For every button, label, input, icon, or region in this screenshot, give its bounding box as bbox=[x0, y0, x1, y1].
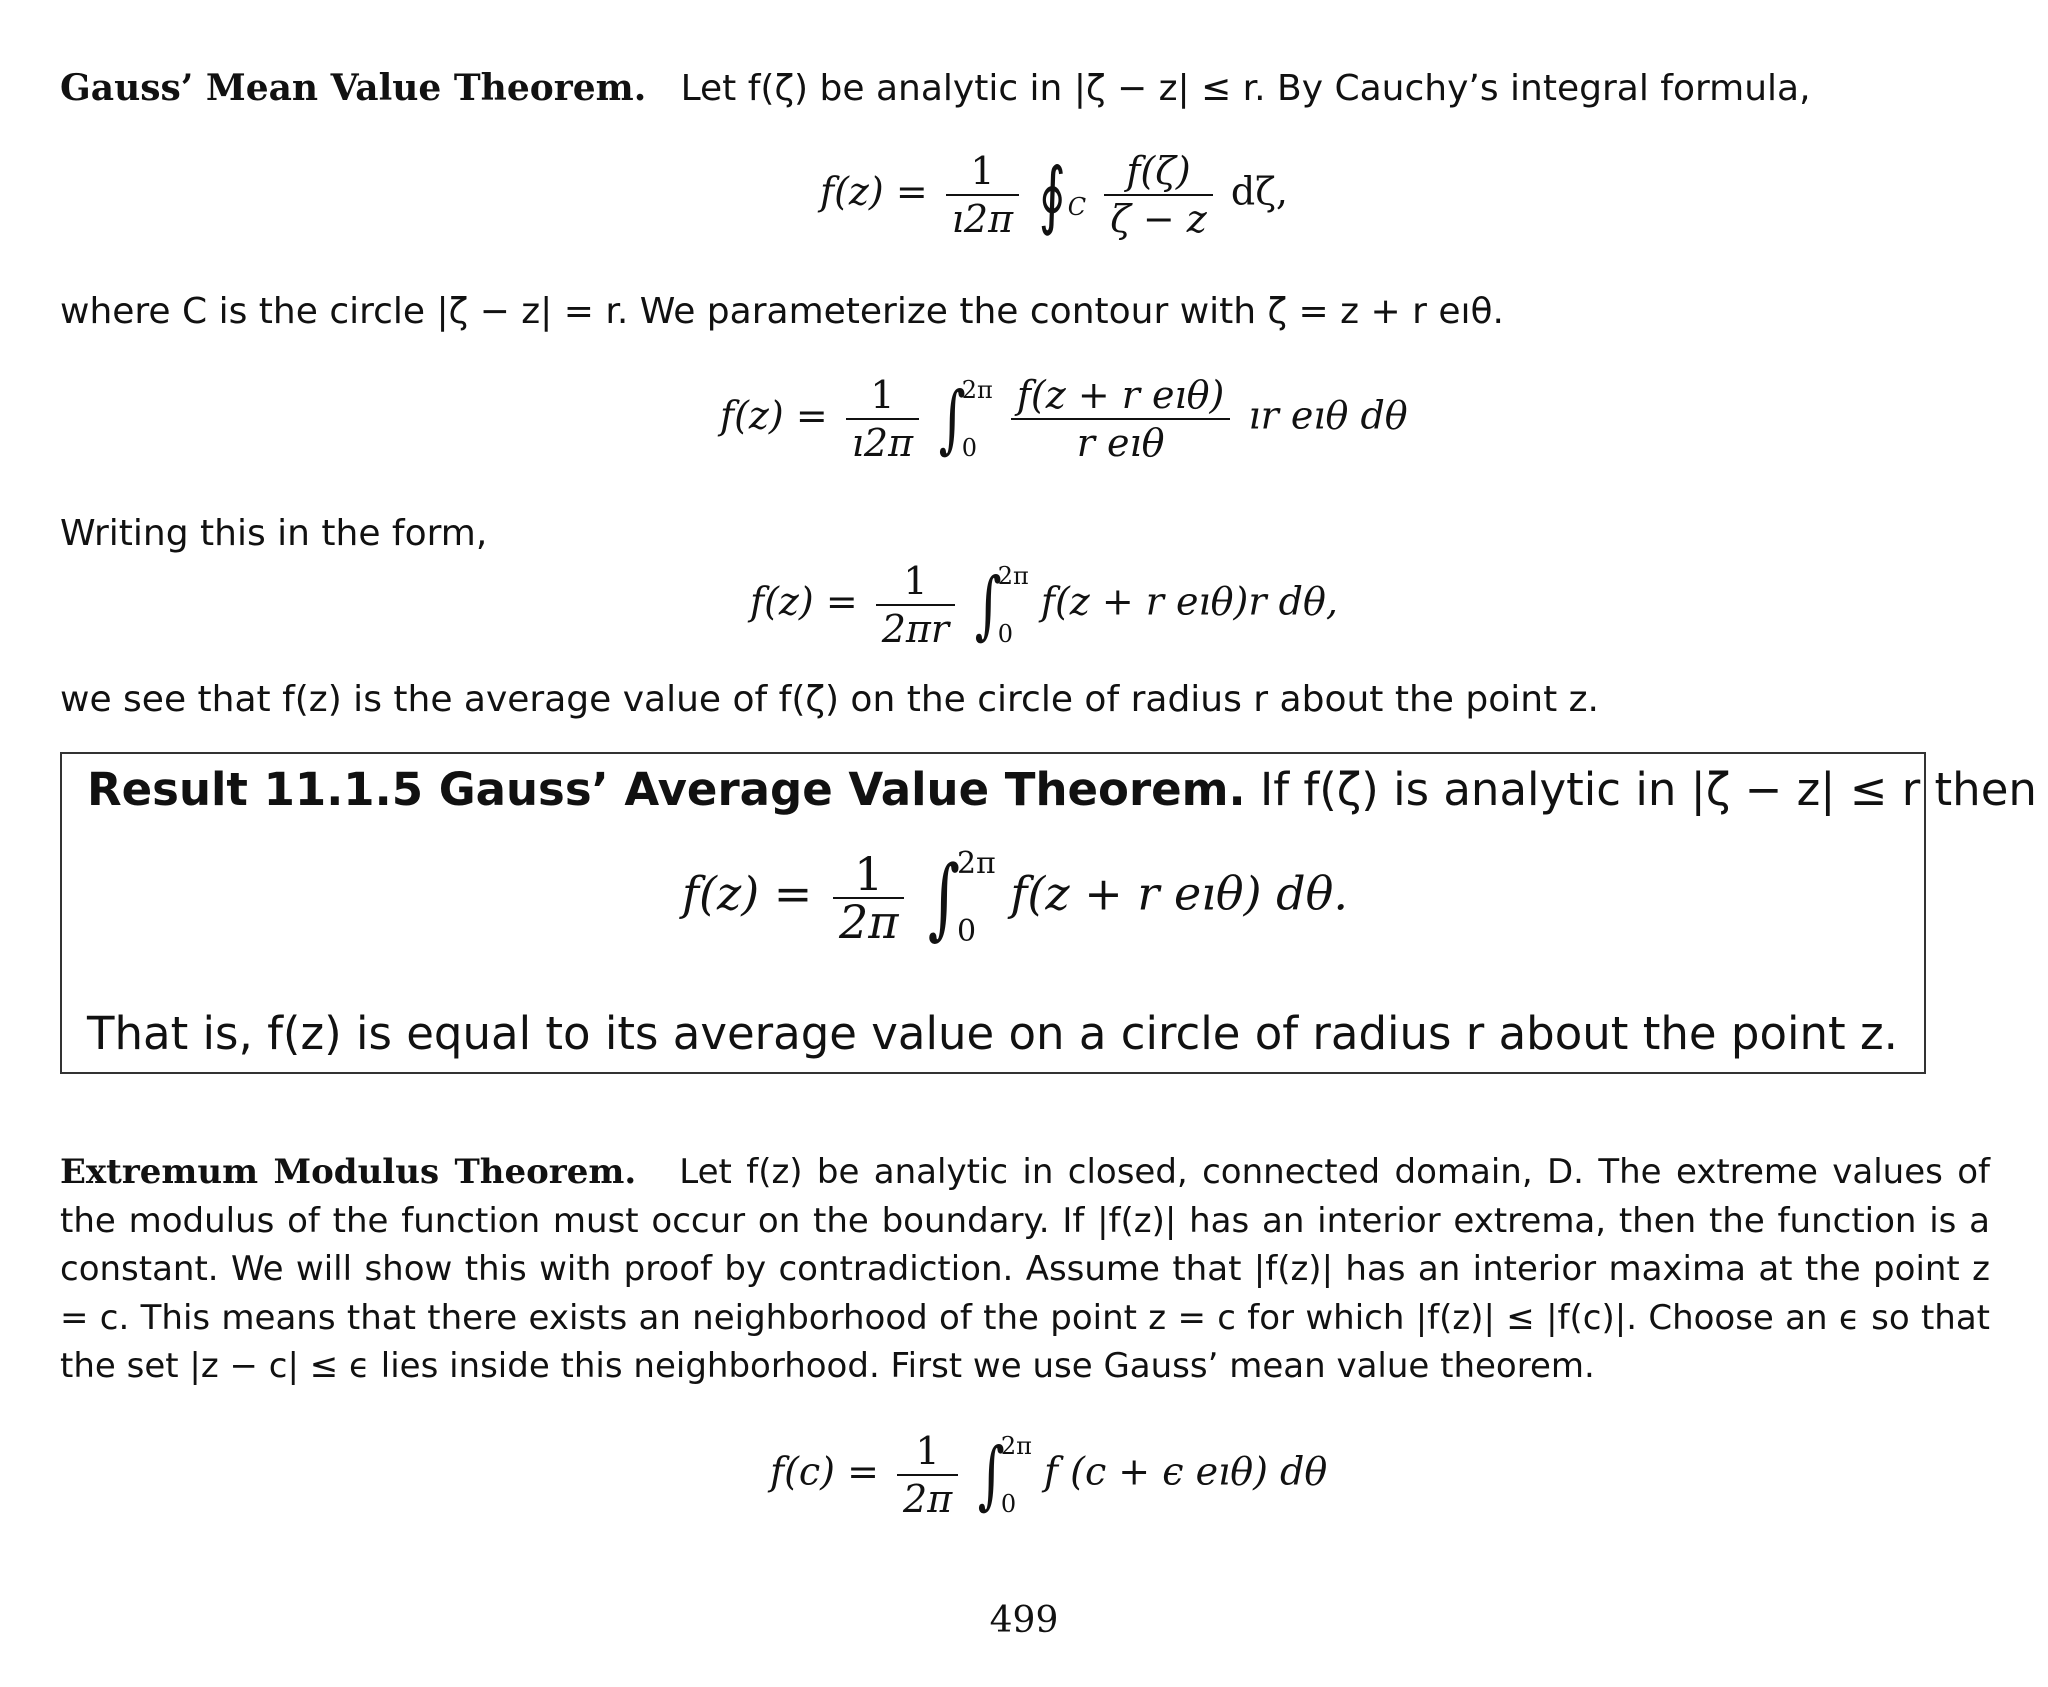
extremum-limits bbox=[1001, 1432, 1032, 1518]
extremum-upper-limit: 2π bbox=[1000, 1432, 1032, 1460]
extremum-equation bbox=[770, 1428, 1327, 1522]
contour-integral-sign: ∮ bbox=[1038, 152, 1066, 238]
form-fraction bbox=[876, 558, 955, 652]
form-integrand: f(z + r eıθ)r dθ, bbox=[1040, 579, 1338, 624]
cauchy-integrand-denominator: ζ − z bbox=[1110, 197, 1207, 241]
result-tail: That is, f(z) is equal to its average value on a circle of radius r about the point z. bbox=[87, 1007, 1898, 1060]
param-tail: ır eıθ dθ bbox=[1248, 393, 1408, 438]
extremum-paragraph bbox=[60, 1148, 1990, 1391]
mean-value-intro: Let f(ζ) be analytic in |ζ − z| ≤ r. By Cauchy’s integral formula, bbox=[680, 68, 1811, 109]
param-integrand-numerator: f(z + r eıθ) bbox=[1011, 372, 1231, 420]
result-upper-limit: 2π bbox=[956, 845, 996, 881]
form-upper-limit: 2π bbox=[997, 562, 1029, 590]
extremum-body: Let f(z) be analytic in closed, connected domain, D. The extreme values of the modulus of the function must occur on the boundary. If |f(z)| has an interior extrema, then the function is a constant. We will show this with proof by contradiction. Assume that |f(z)| has an interior maxima at the point z = c. This means that there exists an neighborhood of the point z = c for which |f(z)| ≤ |f(c)|. Choose an ϵ so that the set |z − c| ≤ ϵ lies inside this neighborhood. First we use Gauss’ mean value theorem. bbox=[60, 1152, 1990, 1386]
cauchy-fraction bbox=[946, 148, 1019, 242]
param-upper-limit: 2π bbox=[961, 376, 993, 404]
result-condition: If f(ζ) is analytic in |ζ − z| ≤ r then bbox=[1259, 763, 2037, 816]
param-limits bbox=[962, 376, 993, 462]
parameterized-integral bbox=[720, 372, 1408, 466]
form-denominator: 2πr bbox=[881, 607, 950, 651]
result-lhs: f(z) = bbox=[682, 866, 813, 921]
result-statement bbox=[87, 760, 2037, 820]
param-lhs: f(z) = bbox=[720, 393, 828, 438]
result-denominator: 2π bbox=[838, 894, 899, 949]
mean-value-paragraph bbox=[60, 64, 1811, 113]
writing-form-text: Writing this in the form, bbox=[60, 513, 488, 554]
result-equation bbox=[682, 846, 1348, 949]
result-integrand: f(z + r eıθ) dθ. bbox=[1010, 866, 1348, 921]
result-lower-limit: 0 bbox=[956, 913, 977, 949]
form-numerator: 1 bbox=[876, 558, 955, 606]
average-value-conclusion: we see that f(z) is the average value of f(ζ) on the circle of radius r about the point z. bbox=[60, 679, 1599, 720]
param-numerator: 1 bbox=[846, 372, 919, 420]
result-limits bbox=[957, 847, 996, 949]
extremum-denominator: 2π bbox=[903, 1477, 953, 1521]
param-lower-limit: 0 bbox=[961, 434, 977, 462]
param-fraction bbox=[846, 372, 919, 466]
contour-subscript: C bbox=[1067, 192, 1087, 221]
form-lower-limit: 0 bbox=[997, 620, 1014, 648]
extremum-lhs: f(c) = bbox=[770, 1449, 879, 1494]
cauchy-integrand bbox=[1104, 148, 1213, 242]
param-denominator: ı2π bbox=[851, 421, 914, 465]
cauchy-lhs: f(z) = bbox=[820, 169, 928, 214]
mean-value-heading: Gauss’ Mean Value Theorem. bbox=[60, 67, 647, 109]
integral-sign: ∫ bbox=[938, 376, 966, 462]
extremum-integrand: f (c + ϵ eıθ) dθ bbox=[1043, 1449, 1328, 1494]
param-integrand-denominator: r eıθ bbox=[1076, 421, 1165, 465]
result-numerator: 1 bbox=[833, 851, 905, 899]
cauchy-formula bbox=[820, 148, 1288, 242]
result-box bbox=[60, 752, 2037, 1074]
cauchy-integrand-numerator: f(ζ) bbox=[1104, 148, 1213, 196]
result-heading: Result 11.1.5 Gauss’ Average Value Theorem. bbox=[87, 763, 1246, 816]
cauchy-differential: dζ, bbox=[1230, 169, 1288, 214]
param-integrand bbox=[1011, 372, 1231, 466]
contour-parameterization-text: where C is the circle |ζ − z| = r. We parameterize the contour with ζ = z + r eıθ. bbox=[60, 291, 1504, 332]
extremum-fraction bbox=[897, 1428, 958, 1522]
integral-sign: ∫ bbox=[978, 1432, 1006, 1518]
page-number: 499 bbox=[989, 1600, 1059, 1641]
cauchy-denominator: ı2π bbox=[951, 197, 1014, 241]
form-limits bbox=[998, 562, 1029, 648]
extremum-numerator: 1 bbox=[897, 1428, 958, 1476]
cauchy-numerator: 1 bbox=[946, 148, 1019, 196]
extremum-heading: Extremum Modulus Theorem. bbox=[60, 1152, 637, 1192]
average-form-equation bbox=[750, 558, 1338, 652]
form-lhs: f(z) = bbox=[750, 579, 858, 624]
integral-sign: ∫ bbox=[974, 562, 1002, 648]
integral-sign: ∫ bbox=[927, 846, 961, 949]
result-fraction bbox=[833, 846, 905, 949]
extremum-lower-limit: 0 bbox=[1000, 1490, 1017, 1518]
